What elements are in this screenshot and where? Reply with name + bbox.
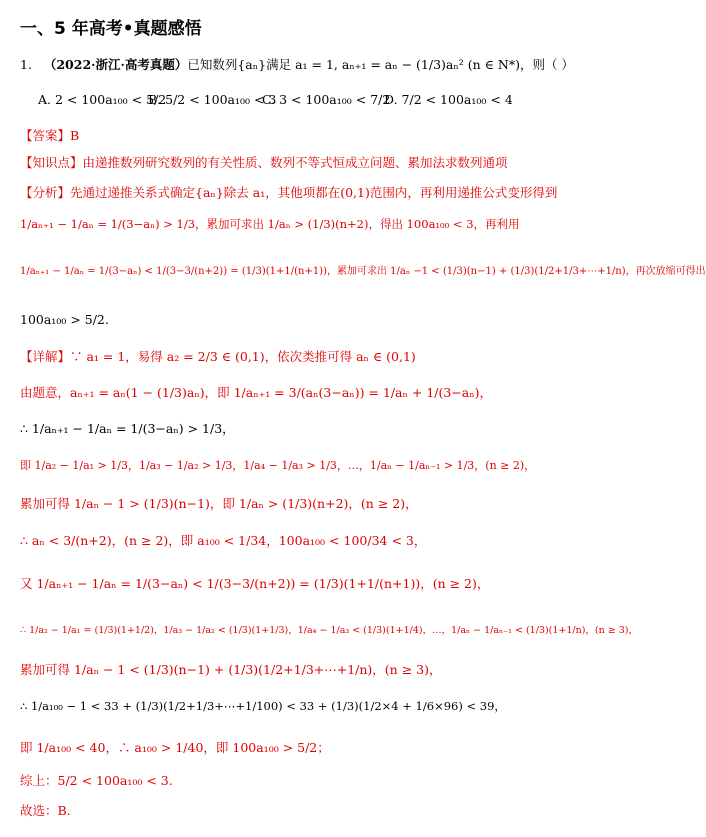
detail-line-7: 又 1/aₙ₊₁ − 1/aₙ = 1/(3−aₙ) < 1/(3−3/(n+2)) = (1/3)(1+1/(n+1))，(n ≥ 2)， xyxy=(20,576,490,591)
detail-line-9: 累加可得 1/aₙ − 1 < (1/3)(n−1) + (1/3)(1/2+1/3+⋯+1/n)，(n ≥ 3)， xyxy=(20,662,442,677)
detail-line-8: ∴ 1/a₂ − 1/a₁ = (1/3)(1+1/2)，1/a₃ − 1/a₂ < (1/3)(1+1/3)，1/a₄ − 1/a₃ < (1/3)(1+1/4)，…，1/aₙ − 1/aₙ₋₁ < (1/3)(1+1/n)，(n ≥ 3)， xyxy=(20,625,639,636)
analysis-line-1: 1/aₙ₊₁ − 1/aₙ = 1/(3−aₙ) > 1/3，累加可求出 1/aₙ > (1/3)(n+2)，得出 100a₁₀₀ < 3，再利用 xyxy=(20,217,520,231)
option-d: D. 7/2 < 100a₁₀₀ < 4 xyxy=(384,92,513,107)
detail-line-3: ∴ 1/aₙ₊₁ − 1/aₙ = 1/(3−aₙ) > 1/3， xyxy=(20,421,235,436)
detail-line-13: 故选：B. xyxy=(20,803,71,818)
detail-line-5: 累加可得 1/aₙ − 1 > (1/3)(n−1)，即 1/aₙ > (1/3)(n+2)，(n ≥ 2)， xyxy=(20,496,418,511)
question-number: 1. xyxy=(20,57,32,72)
analysis-intro: 【分析】先通过递推关系式确定{aₙ}除去 a₁，其他项都在(0,1)范围内，再利用递推公式变形得到 xyxy=(20,185,558,200)
analysis-line-2: 1/aₙ₊₁ − 1/aₙ = 1/(3−aₙ) < 1/(3−3/(n+2)) = (1/3)(1+1/(n+1))，累加可求出 1/aₙ −1 < (1/3)(n−1) + (1/3)(1/2+1/3+⋯+1/n)，再次放缩可得出 xyxy=(20,266,706,277)
detail-line-1: 【详解】∵ a₁ = 1，易得 a₂ = 2/3 ∈ (0,1)，依次类推可得 aₙ ∈ (0,1) xyxy=(20,349,416,364)
knowledge-points: 【知识点】由递推数列研究数列的有关性质、数列不等式恒成立问题、累加法求数列通项 xyxy=(20,155,508,170)
question-source: （2022·浙江·高考真题） xyxy=(43,57,188,72)
detail-line-12: 综上：5/2 < 100a₁₀₀ < 3. xyxy=(20,773,173,788)
option-a: A. 2 < 100a₁₀₀ < 5/2 xyxy=(38,92,167,107)
question-stem-line xyxy=(20,55,574,73)
answer-label: 【答案】B xyxy=(20,128,80,143)
detail-line-10: ∴ 1/a₁₀₀ − 1 < 33 + (1/3)(1/2+1/3+⋯+1/100) < 33 + (1/3)(1/2×4 + 1/6×96) < 39， xyxy=(20,699,506,713)
detail-line-11: 即 1/a₁₀₀ < 40，∴ a₁₀₀ > 1/40，即 100a₁₀₀ > 5/2； xyxy=(20,740,330,755)
detail-line-4: 即 1/a₂ − 1/a₁ > 1/3，1/a₃ − 1/a₂ > 1/3，1/a₄ − 1/a₃ > 1/3，…，1/aₙ − 1/aₙ₋₁ > 1/3，(n ≥ 2)， xyxy=(20,459,536,472)
option-b: B. 5/2 < 100a₁₀₀ < 3 xyxy=(148,92,277,107)
detail-line-6: ∴ aₙ < 3/(n+2)，(n ≥ 2)，即 a₁₀₀ < 1/34，100a₁₀₀ < 100/34 < 3， xyxy=(20,533,427,548)
question-stem: 已知数列{aₙ}满足 a₁ = 1, aₙ₊₁ = aₙ − (1/3)aₙ² (n ∈ N*)，则（ ） xyxy=(187,57,574,72)
detail-line-2: 由题意，aₙ₊₁ = aₙ(1 − (1/3)aₙ)，即 1/aₙ₊₁ = 3/(aₙ(3−aₙ)) = 1/aₙ + 1/(3−aₙ)， xyxy=(20,385,493,400)
section-heading: 一、5 年高考•真题感悟 xyxy=(20,19,202,39)
analysis-line-3: 100a₁₀₀ > 5/2. xyxy=(20,312,109,327)
option-c: C. 3 < 100a₁₀₀ < 7/2 xyxy=(262,92,391,107)
